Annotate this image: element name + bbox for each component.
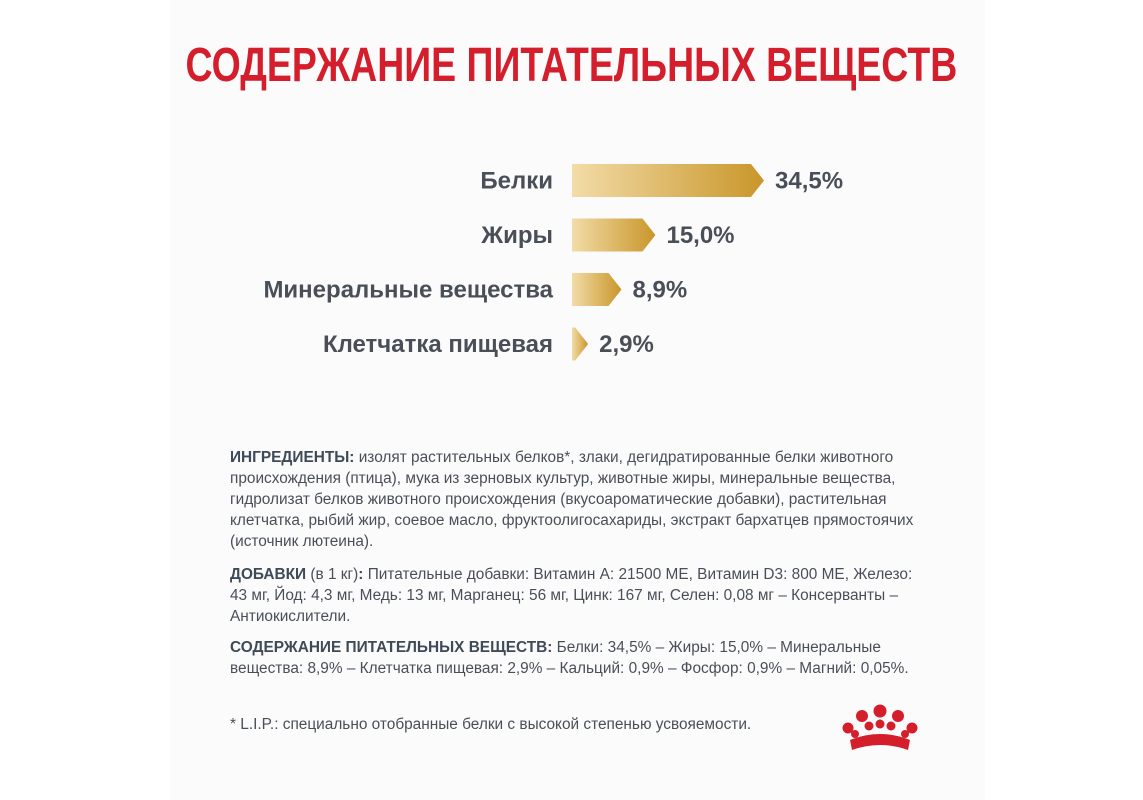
- ingredients-text: изолят растительных белков*, злаки, дегидратированные белки животного происхождения (птица), мука из зерновых культур, животные жиры, минеральные вещества, гидролизат белков животного происхождения (вкусоароматические добавки), растительная клетчатка, рыбий жир, соевое масло, фруктоолигосахариды, экстракт бархатцев прямостоячих (источник лютеина).: [230, 449, 914, 550]
- additives-heading: ДОБАВКИ: [230, 566, 307, 583]
- additives-section: [230, 564, 930, 627]
- bar-3: [572, 328, 588, 361]
- additives-text: Питательные добавки: Витамин А: 21500 МЕ, Витамин D3: 800 МЕ, Железо: 43 мг, Йод: 4,3 мг, Медь: 13 мг, Марганец: 56 мг, Цинк: 167 мг, Селен: 0,08 мг – Консерванты – Антиокислители.: [230, 566, 913, 625]
- value-label: 8,9%: [632, 276, 688, 304]
- nutrients-section: [230, 637, 930, 679]
- ingredients-heading: ИНГРЕДИЕНТЫ:: [230, 449, 355, 466]
- bar-0: [572, 164, 764, 197]
- ingredients-section: [230, 447, 930, 552]
- additives-subheading: (в 1 кг): [306, 566, 359, 583]
- value-label: 15,0%: [666, 222, 735, 249]
- crown-icon: [838, 700, 922, 760]
- category-label: Клетчатка пищевая: [322, 331, 553, 358]
- footnote: * L.I.P.: специально отобранные белки с высокой степенью усвояемости.: [230, 716, 752, 733]
- page-title: СОДЕРЖАНИЕ ПИТАТЕЛЬНЫХ ВЕЩЕСТВ: [185, 39, 958, 92]
- nutrients-text: Белки: 34,5% – Жиры: 15,0% – Минеральные вещества: 8,9% – Клетчатка пищевая: 2,9% – Кальций: 0,9% – Фосфор: 0,9% – Магний: 0,05%.: [230, 639, 909, 677]
- bar-2: [572, 273, 622, 306]
- nutrients-heading: СОДЕРЖАНИЕ ПИТАТЕЛЬНЫХ ВЕЩЕСТВ:: [230, 639, 553, 656]
- category-label: Белки: [480, 167, 553, 195]
- value-label: 34,5%: [775, 167, 844, 195]
- value-label: 2,9%: [599, 331, 654, 358]
- category-label: Минеральные вещества: [263, 276, 553, 304]
- category-label: Жиры: [481, 222, 553, 249]
- additives-colon: :: [358, 566, 364, 583]
- bar-1: [572, 219, 655, 252]
